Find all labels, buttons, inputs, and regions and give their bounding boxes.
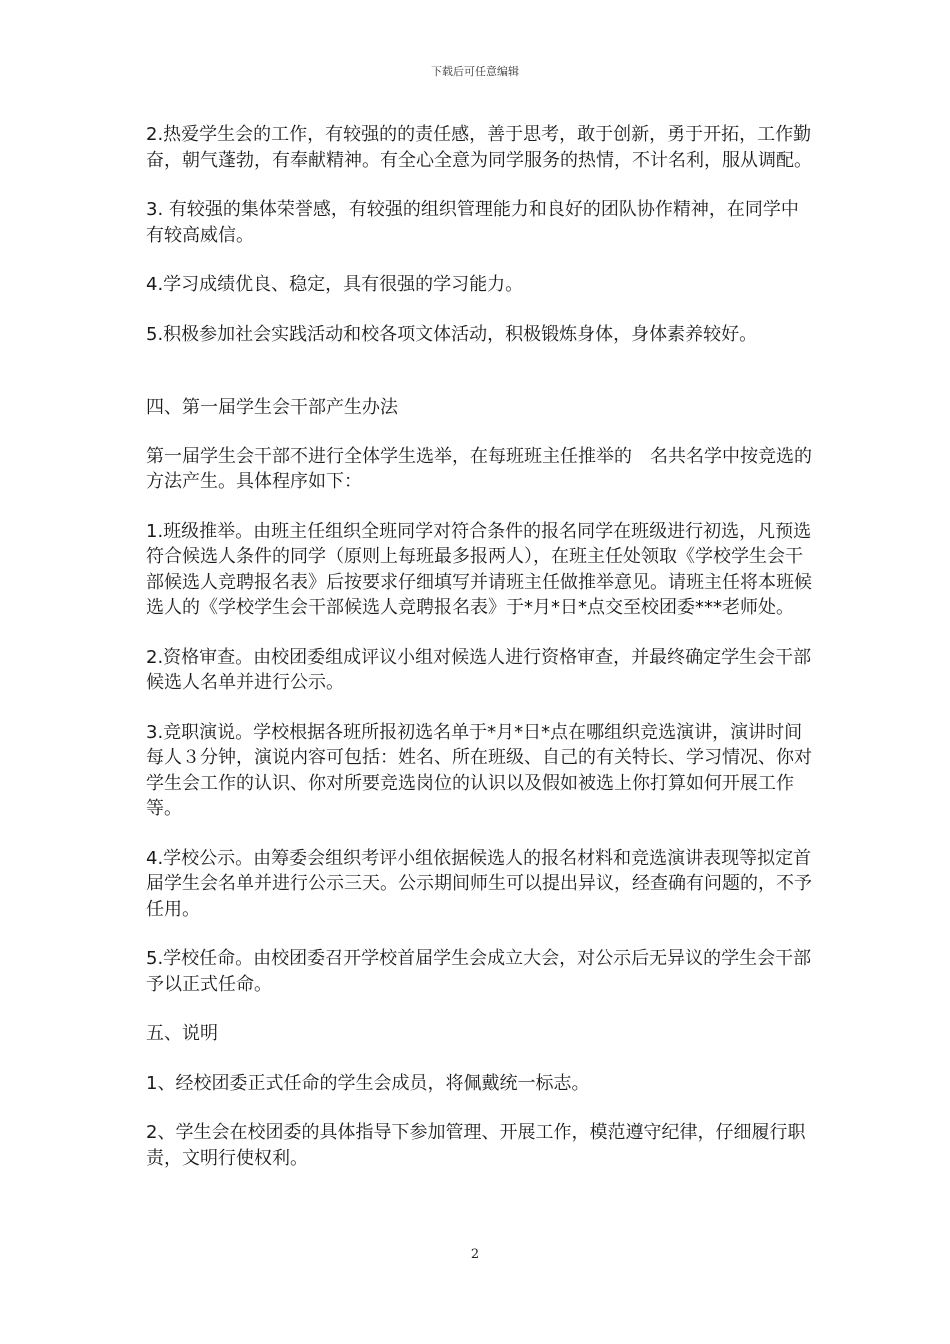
procedure-step-1: 1.班级推举。由班主任组织全班同学对符合条件的报名同学在班级进行初选，凡预选符合候选人条件的同学（原则上每班最多报两人），在班主任处领取《学校学生会干部候选人竞聘报名表》后按要求仔细填写并请班主任做推举意见。请班主任将本班候选人的《学校学生会干部候选人竞聘报名表》于*月*日*点交至校团委***老师处。 — [146, 520, 812, 618]
section-4-intro: 第一届学生会干部不进行全体学生选举，在每班班主任推举的 名共名学中按竞选的方法产生。具体程序如下： — [146, 445, 812, 492]
requirement-3: 3. 有较强的集体荣誉感，有较强的组织管理能力和良好的团队协作精神，在同学中有较高威信。 — [146, 199, 799, 246]
procedure-step-2: 2.资格审查。由校团委组成评议小组对候选人进行资格审查，并最终确定学生会干部候选人名单并进行公示。 — [146, 646, 812, 693]
section-heading-5: 五、说明 — [146, 1023, 218, 1044]
procedure-step-3: 3.竞职演说。学校根据各班所报初选名单于*月*日*点在哪组织竞选演讲，演讲时间每人３分钟，演说内容可包括：姓名、所在班级、自己的有关特长、学习情况、你对学生会工作的认识、你对所要竞选岗位的认识以及假如被选上你打算如何开展工作等。 — [146, 721, 812, 819]
note-1: 1、经校团委正式任命的学生会成员，将佩戴统一标志。 — [146, 1072, 590, 1094]
note-2: 2、学生会在校团委的具体指导下参加管理、开展工作，模范遵守纪律，仔细履行职责，文明行使权利。 — [146, 1122, 806, 1169]
procedure-step-4: 4.学校公示。由筹委会组织考评小组依据候选人的报名材料和竞选演讲表现等拟定首届学生会名单并进行公示三天。公示期间师生可以提出异议，经查确有问题的，不予任用。 — [146, 847, 812, 920]
requirement-4: 4.学习成绩优良、稳定，具有很强的学习能力。 — [146, 274, 524, 295]
requirement-5: 5.积极参加社会实践活动和校各项文体活动，积极锻炼身体，身体素养较好。 — [146, 323, 758, 345]
header-note: 下载后可任意编辑 — [431, 65, 519, 78]
section-heading-4: 四、第一届学生会干部产生办法 — [146, 397, 398, 418]
document-body — [146, 122, 812, 1171]
page-number: 2 — [470, 1247, 480, 1262]
procedure-step-5: 5.学校任命。由校团委召开学校首届学生会成立大会，对公示后无异议的学生会干部予以正式任命。 — [146, 948, 812, 995]
requirement-2: 2.热爱学生会的工作，有较强的的责任感，善于思考，敢于创新，勇于开拓，工作勤奋，朝气蓬勃，有奉献精神。有全心全意为同学服务的热情，不计名利，服从调配。 — [146, 124, 812, 171]
